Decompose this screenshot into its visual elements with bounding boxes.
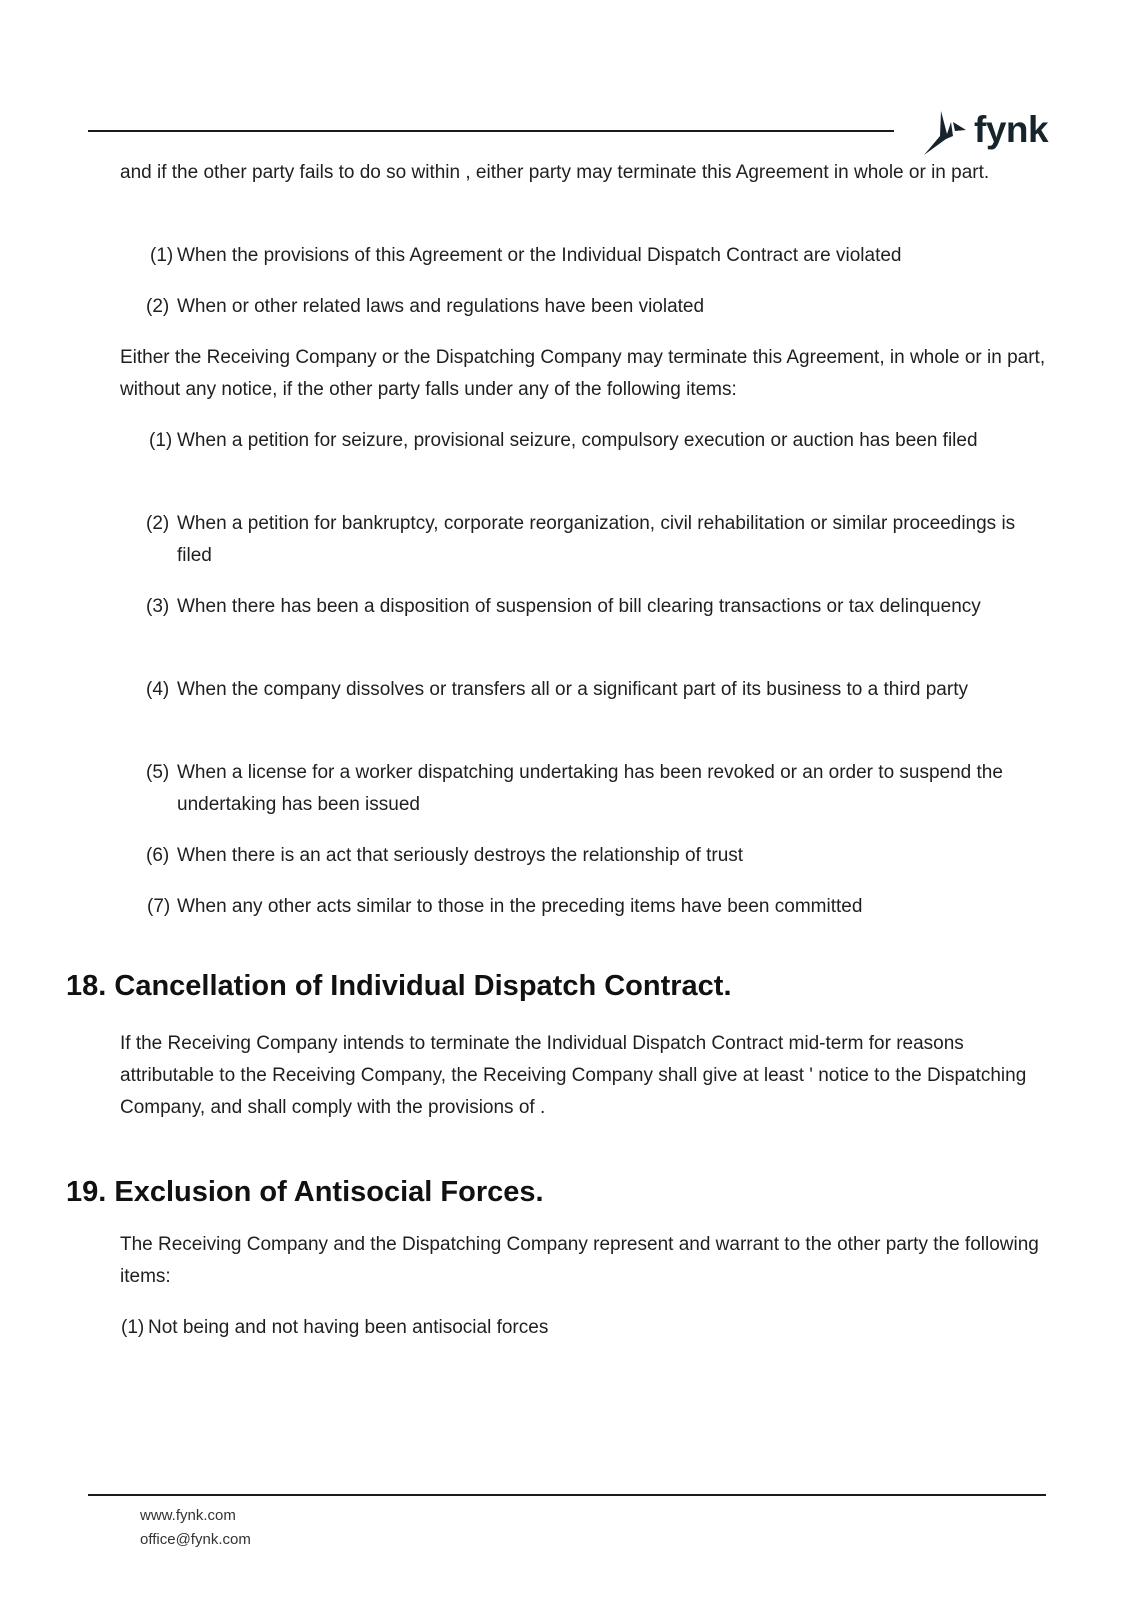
brand-name: fynk [974, 108, 1049, 150]
intro-paragraph: and if the other party fails to do so within , either party may terminate this Agreement in whole or in part. [120, 162, 990, 183]
list-item-number: (2) [146, 296, 170, 317]
section-18-heading: 18. Cancellation of Individual Dispatch Contract. [66, 970, 732, 1002]
section-18-body: If the Receiving Company intends to terminate the Individual Dispatch Contract mid-term for reasons attributable to the Receiving Company, the Receiving Company shall give at least ' notice to the Dispatching Company, and shall comply with the provisions of . [120, 1033, 1027, 1118]
list-item-number: (7) [147, 896, 171, 917]
section-19-heading: 19. Exclusion of Antisocial Forces. [66, 1176, 544, 1208]
list-item-text: When the company dissolves or transfers all or a significant part of its business to a third party [177, 679, 968, 700]
list-item-number: (1) [150, 245, 174, 266]
list-item-number: (5) [146, 762, 170, 783]
list-item-text: Not being and not having been antisocial forces [148, 1317, 549, 1338]
footer-website: www.fynk.com [140, 1507, 236, 1524]
list-item-text: When there has been a disposition of suspension of bill clearing transactions or tax delinquency [177, 596, 981, 617]
bird-logo-icon [920, 106, 968, 156]
section-19-body: The Receiving Company and the Dispatching Company represent and warrant to the other party the following items: [120, 1234, 1039, 1287]
list-item-text: When the provisions of this Agreement or the Individual Dispatch Contract are violated [177, 245, 902, 266]
header-divider [88, 130, 894, 132]
list-item-text: When or other related laws and regulations have been violated [177, 296, 705, 317]
list-item-number: (4) [146, 679, 170, 700]
list-item-number: (3) [146, 596, 170, 617]
list-item-text: When a petition for seizure, provisional seizure, compulsory execution or auction has been filed [177, 430, 978, 451]
list-item-number: (6) [146, 845, 170, 866]
list-item-number: (1) [121, 1317, 145, 1338]
list-item-text: When any other acts similar to those in the preceding items have been committed [177, 896, 863, 917]
list-item-number: (2) [146, 513, 170, 534]
list-item-text: When there is an act that seriously destroys the relationship of trust [177, 845, 744, 866]
termination-paragraph: Either the Receiving Company or the Dispatching Company may terminate this Agreement, in whole or in part, without any notice, if the other party falls under any of the following items: [120, 347, 1046, 400]
brand-logo [920, 104, 1048, 158]
list-item-text: When a license for a worker dispatching undertaking has been revoked or an order to suspend the undertaking has been issued [177, 762, 1003, 815]
footer-divider [88, 1494, 1046, 1496]
footer-email: office@fynk.com [140, 1531, 251, 1548]
list-item-text: When a petition for bankruptcy, corporate reorganization, civil rehabilitation or similar proceedings is filed [177, 513, 1016, 566]
list-item-number: (1) [149, 430, 173, 451]
